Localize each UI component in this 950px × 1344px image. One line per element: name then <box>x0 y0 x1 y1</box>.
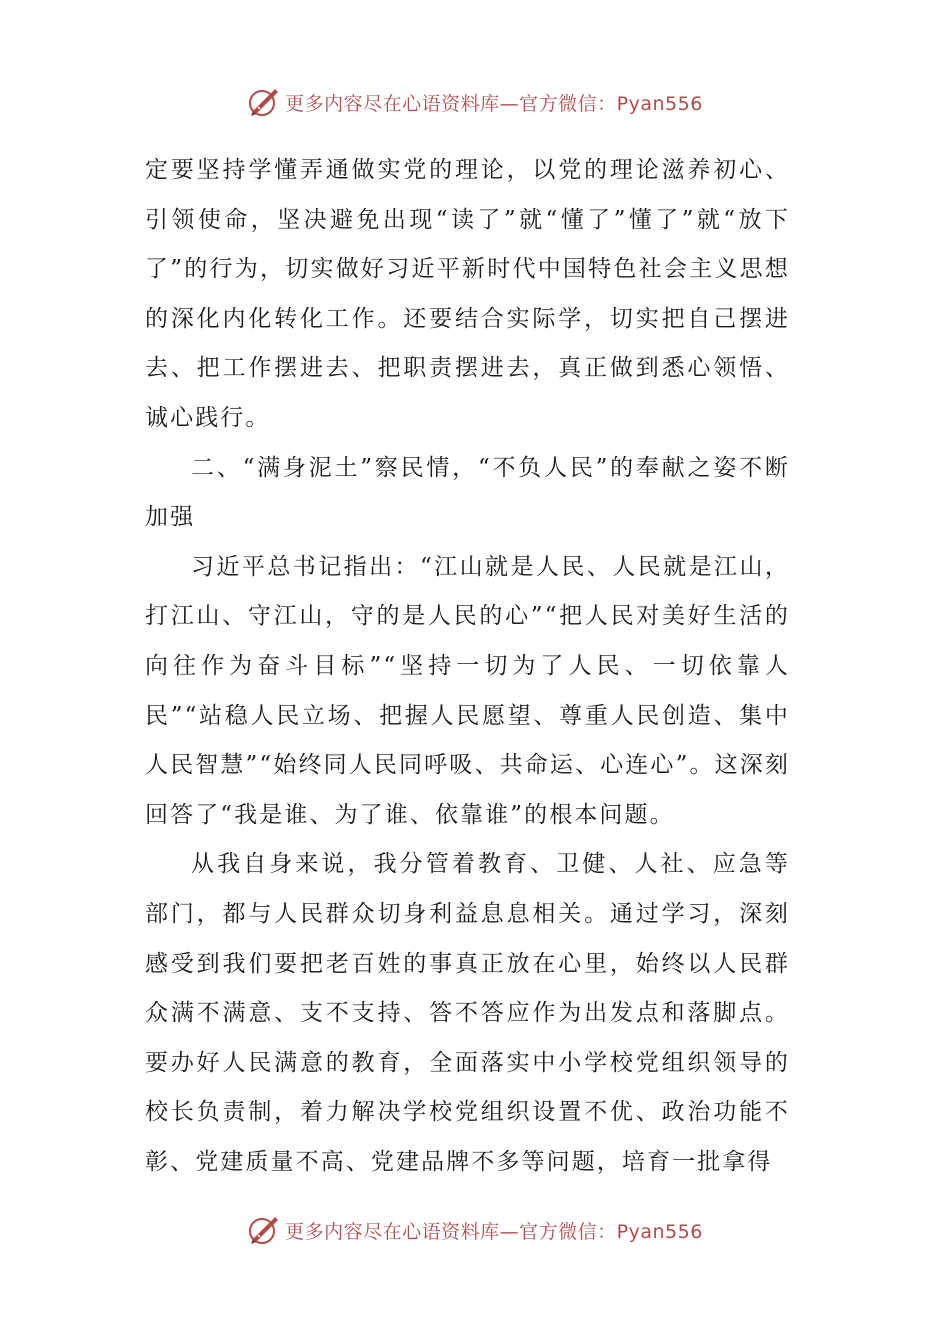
section-heading: 二、“满身泥土”察民情，“不负人民”的奉献之姿不断加强 <box>145 454 790 531</box>
pen-logo-icon <box>247 1213 281 1247</box>
paragraph-1: 定要坚持学懂弄通做实党的理论，以党的理论滋养初心、引领使命，坚决避免出现“读了”就“懂了”懂了”就“放下了”的行为，切实做好习近平新时代中国特色社会主义思想的深化内化转化工作。还要结合实际学，切实把自己摆进去、把工作摆进去、把职责摆进去，真正做到悉心领悟、诚心践行。 <box>145 157 790 431</box>
footer-watermark-banner <box>0 1210 950 1250</box>
header-watermark-banner <box>0 82 950 122</box>
banner-wechat-text: —官方微信：Pyan556 <box>499 92 703 115</box>
pen-logo-icon <box>247 85 281 119</box>
banner-site-text: 更多内容尽在心语资料库 <box>285 1220 500 1243</box>
document-body <box>145 146 790 1187</box>
paragraph-3: 从我自身来说，我分管着教育、卫健、人社、应急等部门，都与人民群众切身利益息息相关。通过学习，深刻感受到我们要把老百姓的事真正放在心里，始终以人民群众满不满意、支不支持、答不答应作为出发点和落脚点。要办好人民满意的教育，全面落实中小学校党组织领导的校长负责制，着力解决学校党组织设置不优、政治功能不彰、党建质量不高、党建品牌不多等问题，培育一批拿得 <box>145 851 790 1175</box>
banner-wechat-text: —官方微信：Pyan556 <box>499 1220 703 1243</box>
paragraph-2: 习近平总书记指出：“江山就是人民、人民就是江山，打江山、守江山，守的是人民的心”“把人民对美好生活的向往作为奋斗目标”“坚持一切为了人民、一切依靠人民”“站稳人民立场、把握人民愿望、尊重人民创造、集中人民智慧”“始终同人民同呼吸、共命运、心连心”。这深刻回答了“我是谁、为了谁、依靠谁”的根本问题。 <box>145 553 790 828</box>
banner-site-text: 更多内容尽在心语资料库 <box>285 92 500 115</box>
